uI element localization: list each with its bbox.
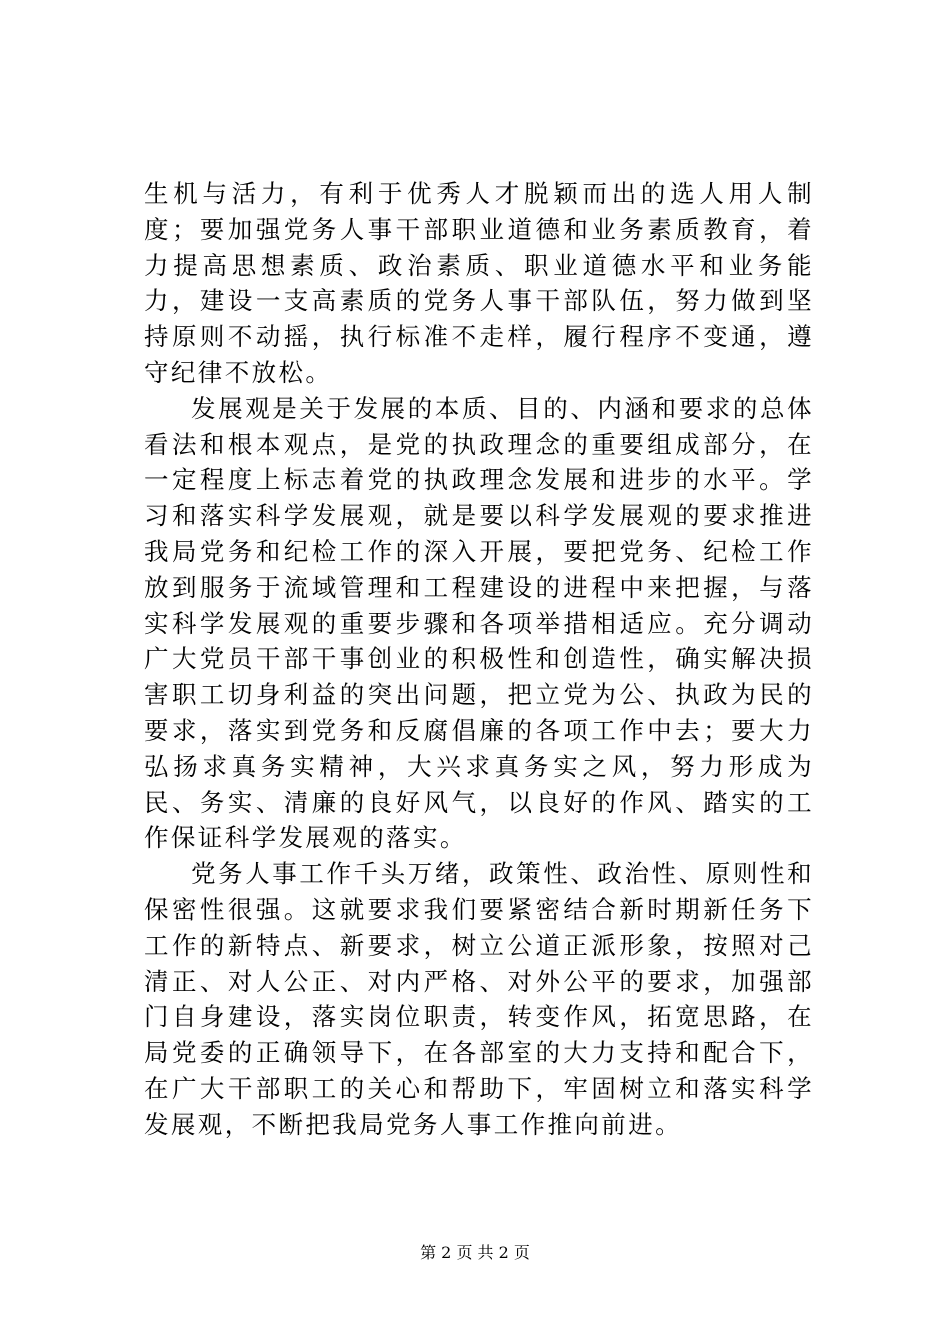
paragraph-3: 党务人事工作千头万绪，政策性、政治性、原则性和保密性很强。这就要求我们要紧密结合新时期新任务下工作的新特点、新要求，树立公道正派形象，按照对己清正、对人公正、对内严格、对外公平的要求，加强部门自身建设，落实岗位职责，转变作风，拓宽思路，在局党委的正确领导下，在各部室的大力支持和配合下，在广大干部职工的关心和帮助下，牢固树立和落实科学发展观，不断把我局党务人事工作推向前进。 [144, 859, 814, 1139]
document-body [144, 176, 814, 1143]
paragraph-1: 生机与活力，有利于优秀人才脱颖而出的选人用人制度；要加强党务人事干部职业道德和业务素质教育，着力提高思想素质、政治素质、职业道德水平和业务能力，建设一支高素质的党务人事干部队伍，努力做到坚持原则不动摇，执行标准不走样，履行程序不变通，遵守纪律不放松。 [144, 179, 814, 387]
paragraph-2: 发展观是关于发展的本质、目的、内涵和要求的总体看法和根本观点，是党的执政理念的重要组成部分，在一定程度上标志着党的执政理念发展和进步的水平。学习和落实科学发展观，就是要以科学发展观的要求推进我局党务和纪检工作的深入开展，要把党务、纪检工作放到服务于流域管理和工程建设的进程中来把握，与落实科学发展观的重要步骤和各项举措相适应。充分调动广大党员干部干事创业的积极性和创造性，确实解决损害职工切身利益的突出问题，把立党为公、执政为民的要求，落实到党务和反腐倡廉的各项工作中去；要大力弘扬求真务实精神，大兴求真务实之风，努力形成为民、务实、清廉的良好风气，以良好的作风、踏实的工作保证科学发展观的落实。 [144, 393, 814, 853]
page-footer: 第 2 页 共 2 页 [420, 1243, 530, 1262]
